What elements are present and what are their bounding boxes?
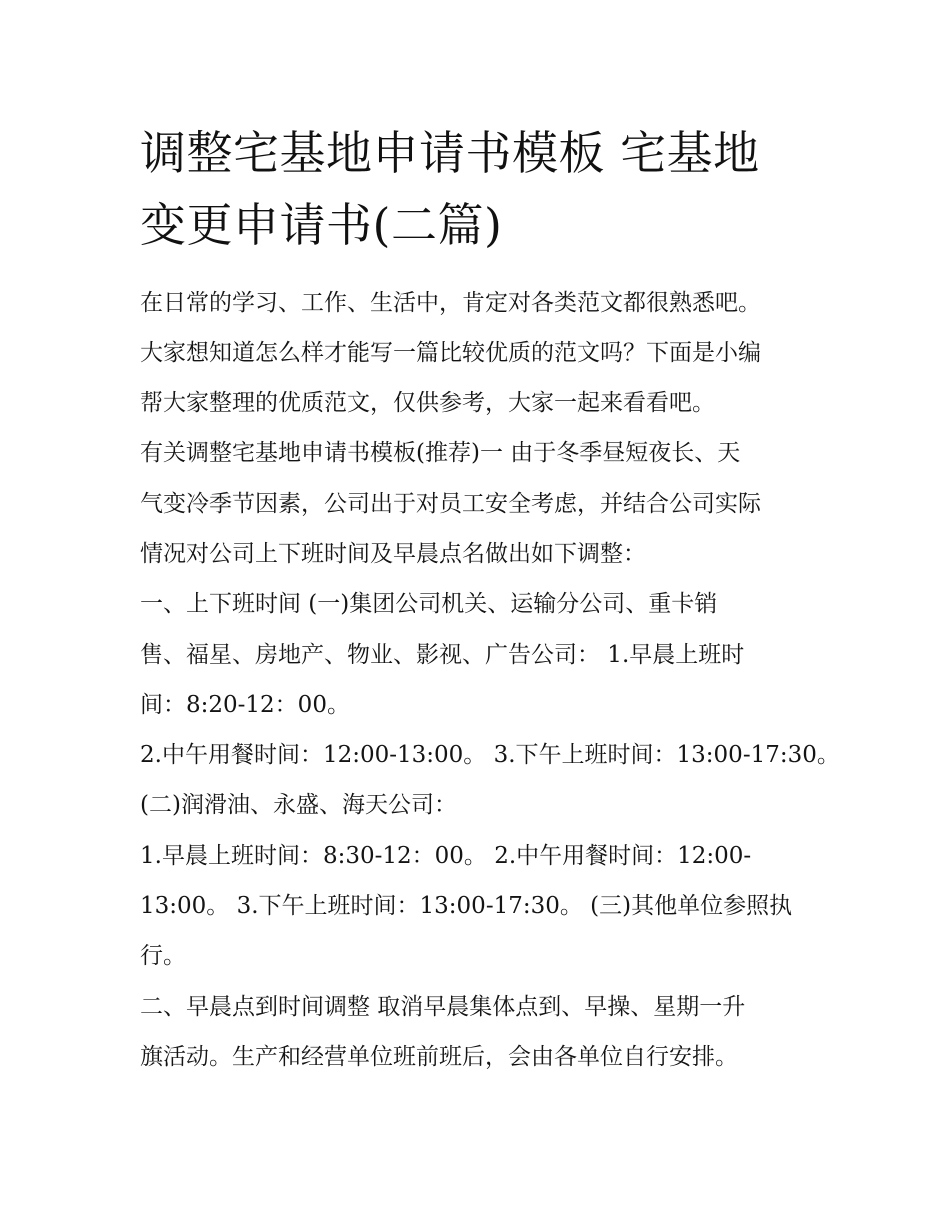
title-line-1: 调整宅基地申请书模板 宅基地	[140, 126, 760, 180]
body-line-7: 一、上下班时间 (一)集团公司机关、运输分公司、重卡销	[140, 591, 718, 618]
body-line-1: 在日常的学习、工作、生活中，肯定对各类范文都很熟悉吧。	[140, 289, 761, 316]
document-content	[140, 118, 840, 1082]
document-body	[140, 278, 840, 1083]
body-line-8: 售、福星、房地产、物业、影视、广告公司： 1.早晨上班时	[140, 641, 745, 668]
body-line-15: 二、早晨点到时间调整 取消早晨集体点到、早操、星期一升	[140, 993, 746, 1020]
body-line-13: 13:00。 3.下午上班时间：13:00-17:30。 (三)其他单位参照执	[140, 893, 793, 920]
title-line-2: 变更申请书(二篇)	[140, 197, 503, 252]
body-line-10: 2.中午用餐时间：12:00-13:00。 3.下午上班时间：13:00-17:30。	[140, 742, 840, 769]
body-line-11: (二)润滑油、永盛、海天公司：	[140, 792, 457, 819]
body-line-6: 情况对公司上下班时间及早晨点名做出如下调整：	[140, 540, 646, 567]
body-line-3: 帮大家整理的优质范文，仅供参考，大家一起来看看吧。	[140, 390, 715, 417]
body-line-5: 气变冷季节因素，公司出于对员工安全考虑，并结合公司实际	[140, 490, 761, 517]
body-line-2: 大家想知道怎么样才能写一篇比较优质的范文吗？下面是小编	[140, 339, 761, 366]
body-line-12: 1.早晨上班时间：8:30-12：00。 2.中午用餐时间：12:00-	[140, 842, 752, 869]
body-line-4: 有关调整宅基地申请书模板(推荐)一 由于冬季昼短夜长、天	[140, 440, 741, 467]
body-line-14: 行。	[140, 943, 186, 970]
document-title	[140, 118, 820, 262]
body-line-16: 旗活动。生产和经营单位班前班后，会由各单位自行安排。	[140, 1043, 738, 1070]
body-line-9: 间：8:20-12：00。	[140, 691, 350, 718]
